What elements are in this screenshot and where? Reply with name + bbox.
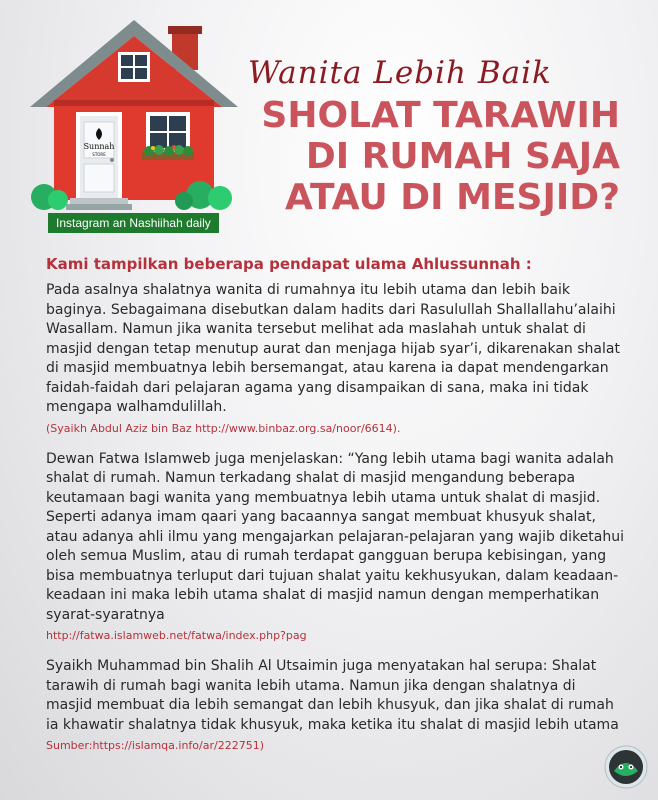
door-sign-top: Sunnah bbox=[83, 142, 115, 151]
title-line: DI RUMAH SAJA bbox=[305, 136, 620, 177]
citation: (Syaikh Abdul Aziz bin Baz http://www.binbaz.org.sa/noor/6614). bbox=[46, 421, 401, 435]
instagram-badge: Instagram an Nashiihah daily bbox=[48, 213, 219, 233]
article-body bbox=[46, 255, 626, 767]
opinion-block bbox=[46, 657, 626, 753]
paragraph: Syaikh Muhammad bin Shalih Al Utsaimin juga menyatakan hal serupa: Shalat tarawih di rumah bagi wanita lebih utama. Namun jika dengan shalatnya di masjid membuat dia lebih semangat dan lebih khusyuk, dan jika shalat di rumah ia khawatir shalatnya tidak khusyuk, maka ketika itu shalat di masjid lebih utama bbox=[46, 658, 619, 733]
title-line: ATAU DI MESJID? bbox=[284, 177, 620, 218]
citation: http://fatwa.islamweb.net/fatwa/index.php?pag bbox=[46, 629, 307, 642]
script-title: Wanita Lebih Baik bbox=[248, 55, 552, 91]
paragraph: Pada asalnya shalatnya wanita di rumahnya itu lebih utama dan lebih baik baginya. Sebagaimana disebutkan dalam hadits dari Rasulullah Shallallahu’alaihi Wasallam. Namun jika wanita tersebut melihat ada maslahah untuk shalat di masjid dengan tetap menutup aurat dan menjaga hijab syar’i, dikarenakan shalat di masjid membuatnya lebih bersemangat, atau karena ia dapat mendengarkan faidah-faidah dari pelajaran agama yang disampaikan di sana, maka ini tidak mengapa walhamdulillah. bbox=[46, 282, 620, 415]
brand-logo-icon bbox=[604, 745, 648, 789]
main-title bbox=[261, 95, 620, 218]
citation: Sumber:https://islamqa.info/ar/222751) bbox=[46, 739, 264, 752]
opinion-block bbox=[46, 281, 626, 436]
paragraph: Dewan Fatwa Islamweb juga menjelaskan: “Yang lebih utama bagi wanita adalah shalat di rumah. Namun terkadang shalat di masjid mengandung beberapa keutamaan bagi wanita yang membuatnya lebih utama untuk shalat di masjid. Seperti adanya imam qaari yang bacaannya sangat membuat khusyuk shalat, atau adanya ahli ilmu yang mengajarkan pelajaran-pelajaran yang wajib diketahui oleh semua Muslim, atau di rumah terdapat gangguan berupa kebisingan, yang bisa membuatnya terluput dari tujuan shalat yaitu kekhusyukan, dalam keadaan-keadaan ini maka lebih utama shalat di masjid namun dengan memperhatikan syarat-syaratnya bbox=[46, 450, 624, 623]
door-sign-bottom: STORE bbox=[92, 152, 106, 157]
opinion-block bbox=[46, 450, 626, 644]
house-illustration bbox=[22, 12, 242, 212]
title-line: SHOLAT TARAWIH bbox=[261, 95, 620, 136]
subheading: Kami tampilkan beberapa pendapat ulama Ahlussunnah : bbox=[46, 255, 532, 273]
